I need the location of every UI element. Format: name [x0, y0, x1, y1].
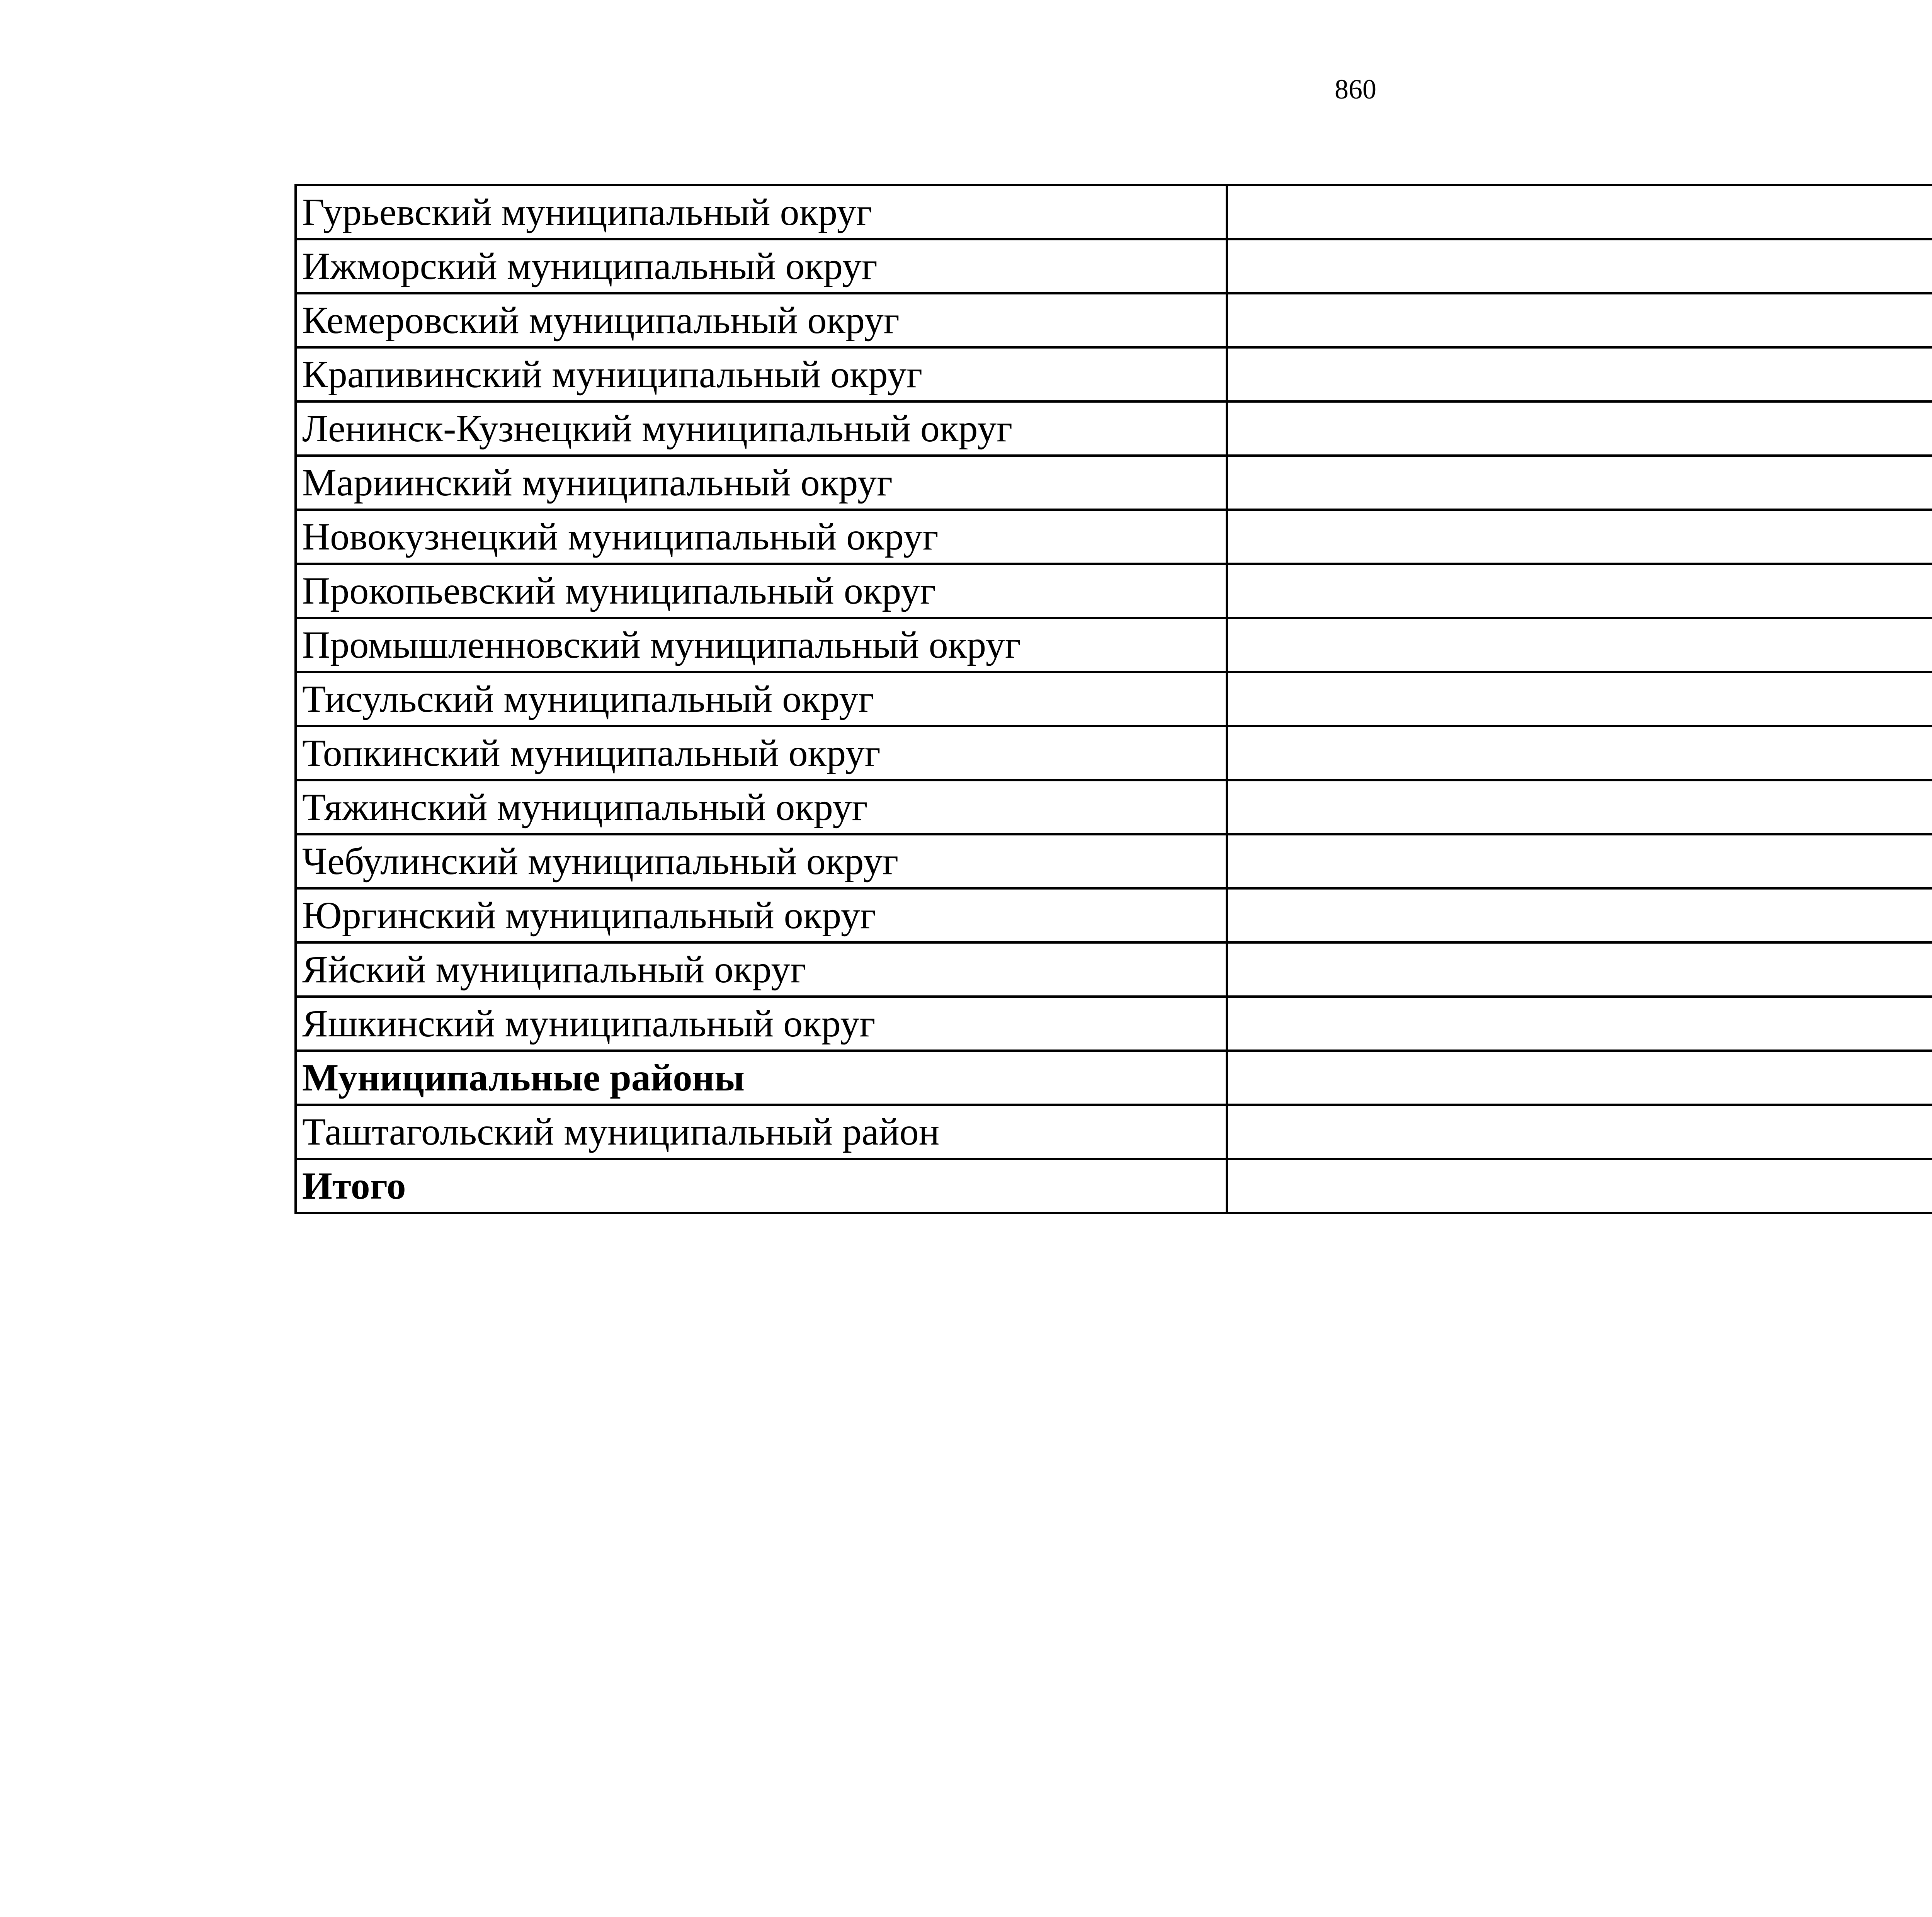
row-value-cell [1227, 347, 1932, 401]
row-name-cell: Тисульский муниципальный округ [296, 672, 1227, 726]
table-row [296, 510, 1932, 564]
row-name-cell: Ленинск-Кузнецкий муниципальный округ [296, 401, 1227, 456]
table-row [296, 997, 1932, 1051]
table-row [296, 1105, 1932, 1159]
row-value-cell [1227, 780, 1932, 834]
table-row [296, 726, 1932, 780]
row-name-cell: Таштагольский муниципальный район [296, 1105, 1227, 1159]
row-value-cell [1227, 942, 1932, 997]
row-value-cell [1227, 834, 1932, 888]
row-name-cell: Яшкинский муниципальный округ [296, 997, 1227, 1051]
page-number: 860 [1335, 74, 1376, 105]
row-value-cell [1227, 672, 1932, 726]
row-name-cell: Промышленновский муниципальный округ [296, 618, 1227, 672]
row-name-cell: Ижморский муниципальный округ [296, 239, 1227, 293]
row-value-cell [1227, 510, 1932, 564]
row-name-cell: Юргинский муниципальный округ [296, 888, 1227, 942]
row-value-cell [1227, 401, 1932, 456]
table-body [296, 185, 1932, 1213]
row-value-cell [1227, 564, 1932, 618]
row-value-cell [1227, 1051, 1932, 1105]
row-name-cell: Муниципальные районы [296, 1051, 1227, 1105]
row-name-cell: Тяжинский муниципальный округ [296, 780, 1227, 834]
table-row [296, 834, 1932, 888]
row-name-cell: Топкинский муниципальный округ [296, 726, 1227, 780]
row-value-cell [1227, 293, 1932, 347]
row-value-cell [1227, 618, 1932, 672]
row-value-cell [1227, 185, 1932, 239]
table-row [296, 564, 1932, 618]
row-name-cell: Кемеровский муниципальный округ [296, 293, 1227, 347]
row-name-cell: Итого [296, 1159, 1227, 1213]
table-row [296, 347, 1932, 401]
row-value-cell [1227, 726, 1932, 780]
table-row [296, 672, 1932, 726]
row-name-cell: Прокопьевский муниципальный округ [296, 564, 1227, 618]
row-value-cell [1227, 1105, 1932, 1159]
row-value-cell [1227, 1159, 1932, 1213]
row-value-cell [1227, 997, 1932, 1051]
table-row [296, 1159, 1932, 1213]
table-row [296, 1051, 1932, 1105]
row-name-cell: Гурьевский муниципальный округ [296, 185, 1227, 239]
row-name-cell: Новокузнецкий муниципальный округ [296, 510, 1227, 564]
table-row [296, 456, 1932, 510]
table-row [296, 888, 1932, 942]
table-row [296, 618, 1932, 672]
row-value-cell [1227, 456, 1932, 510]
table-row [296, 780, 1932, 834]
allocation-table [294, 184, 1932, 1214]
row-name-cell: Яйский муниципальный округ [296, 942, 1227, 997]
row-name-cell: Мариинский муниципальный округ [296, 456, 1227, 510]
table-row [296, 185, 1932, 239]
row-name-cell: Чебулинский муниципальный округ [296, 834, 1227, 888]
row-value-cell [1227, 888, 1932, 942]
table-row [296, 401, 1932, 456]
table-row [296, 942, 1932, 997]
row-value-cell [1227, 239, 1932, 293]
table-row [296, 239, 1932, 293]
table-row [296, 293, 1932, 347]
row-name-cell: Крапивинский муниципальный округ [296, 347, 1227, 401]
